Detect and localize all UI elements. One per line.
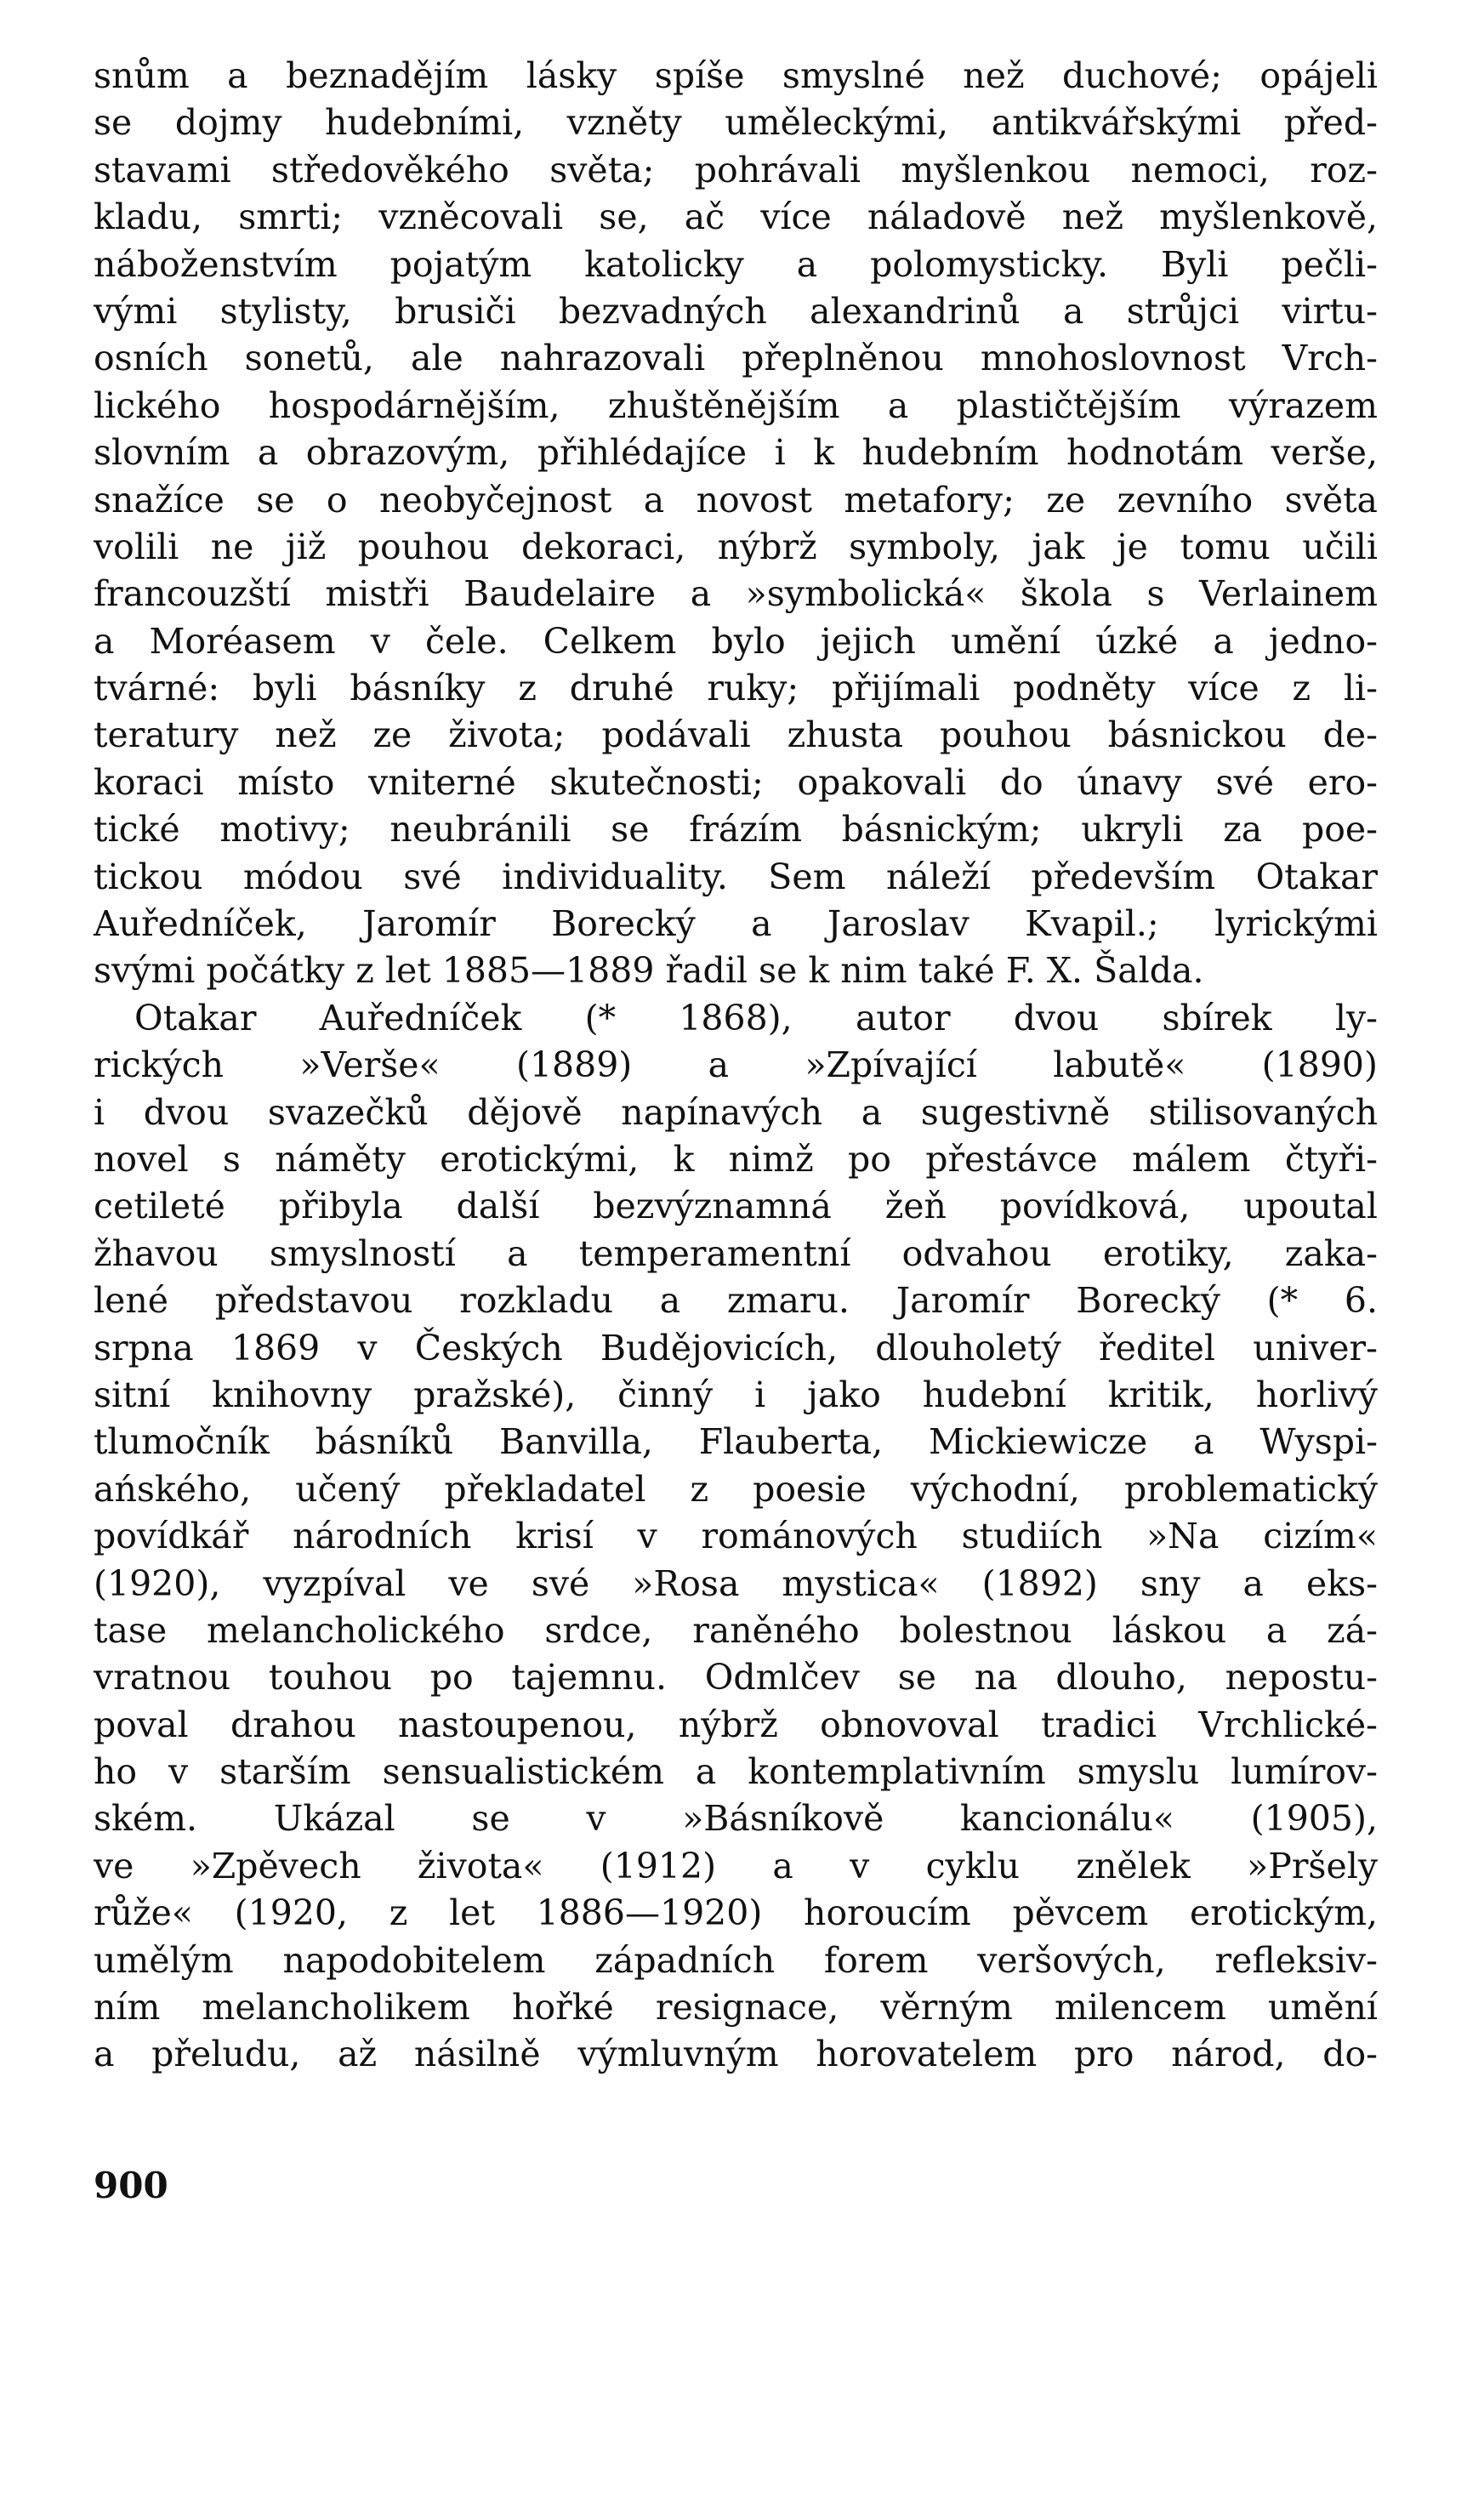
text-line: snům a beznadějím lásky spíše smyslné než duchové; opájeli: [94, 55, 1378, 96]
text-line: francouzští mistři Baudelaire a »symbolická« škola s Verlainem: [94, 573, 1378, 615]
text-line: tvárné: byli básníky z druhé ruky; přijímali podněty více z li-: [94, 668, 1378, 709]
text-line: ním melancholikem hořké resignace, věrným milencem umění: [94, 1987, 1378, 2029]
text-line: lického hospodárnějším, zhuštěnějším a plastičtějším výrazem: [94, 384, 1378, 426]
text-line: ském. Ukázal se v »Básníkově kancionálu« (1905),: [94, 1798, 1378, 1840]
text-line: (1920), vyzpíval ve své »Rosa mystica« (1892) sny a eks-: [94, 1562, 1378, 1604]
text-line: a Moréasem v čele. Celkem bylo jejich umění úzké a jedno-: [94, 620, 1378, 662]
text-line: ve »Zpěvech života« (1912) a v cyklu znělek »Pršely: [94, 1845, 1378, 1886]
text-line: tlumočník básníků Banvilla, Flauberta, Mickiewicze a Wyspi-: [94, 1421, 1378, 1463]
text-line: koraci místo vniterné skutečnosti; opakovali do únavy své ero-: [94, 761, 1378, 803]
text-line: a přeludu, až násilně výmluvným horovatelem pro národ, do-: [94, 2034, 1378, 2075]
text-line: novel s náměty erotickými, k nimž po přestávce málem čtyři-: [94, 1138, 1378, 1180]
text-line: náboženstvím pojatým katolicky a polomysticky. Byli pečli-: [94, 243, 1378, 285]
text-line: slovním a obrazovým, přihlédajíce i k hudebním hodnotám verše,: [94, 432, 1378, 474]
text-line: žhavou smyslností a temperamentní odvahou erotiky, zaka-: [94, 1232, 1378, 1274]
text-line: povídkář národních krisí v románových studiích »Na cizím«: [94, 1516, 1378, 1557]
text-line: cetileté přibyla další bezvýznamná žeň povídková, upoutal: [94, 1186, 1378, 1227]
text-line: rických »Verše« (1889) a »Zpívající labutě« (1890): [94, 1044, 1378, 1086]
text-line: sitní knihovny pražské), činný i jako hudební kritik, horlivý: [94, 1374, 1378, 1415]
text-line: stavami středověkého světa; pohrávali myšlenkou nemoci, roz-: [94, 149, 1378, 191]
text-line: umělým napodobitelem západních forem veršových, refleksiv-: [94, 1939, 1378, 1981]
text-line: volili ne již pouhou dekoraci, nýbrž symboly, jak je tomu učili: [94, 526, 1378, 567]
text-line: i dvou svazečků dějově napínavých a sugestivně stilisovaných: [94, 1091, 1378, 1133]
text-line: osních sonetů, ale nahrazovali přeplněnou mnohoslovnost Vrch-: [94, 338, 1378, 379]
page-number: 900: [94, 2165, 168, 2206]
text-line: vratnou touhou po tajemnu. Odmlčev se na dlouho, nepostu-: [94, 1657, 1378, 1698]
text-line: tase melancholického srdce, raněného bolestnou láskou a zá-: [94, 1609, 1378, 1651]
text-line: Auředníček, Jaromír Borecký a Jaroslav Kvapil.; lyrickými: [94, 903, 1378, 945]
text-line: srpna 1869 v Českých Budějovicích, dlouholetý ředitel univer-: [94, 1327, 1378, 1368]
body-text: [94, 53, 1378, 2079]
text-line: vými stylisty, brusiči bezvadných alexandrinů a strůjci virtu-: [94, 290, 1378, 332]
text-line: se dojmy hudebními, vzněty uměleckými, antikvářskými před-: [94, 102, 1378, 144]
text-line: kladu, smrti; vzněcovali se, ač více náladově než myšlenkově,: [94, 196, 1378, 238]
text-line: Otakar Auředníček (* 1868), autor dvou sbírek ly-: [134, 997, 1378, 1038]
text-line: ańského, učený překladatel z poesie východní, problematický: [94, 1468, 1378, 1510]
text-line: tické motivy; neubránili se frázím básnickým; ukryli za poe-: [94, 809, 1378, 851]
text-line: snažíce se o neobyčejnost a novost metafory; ze zevního světa: [94, 479, 1378, 521]
text-line: růže« (1920, z let 1886—1920) horoucím pěvcem erotickým,: [94, 1892, 1378, 1934]
text-line: ho v starším sensualistickém a kontemplativním smyslu lumírov-: [94, 1751, 1378, 1793]
text-line: tickou módou své individuality. Sem náleží především Otakar: [94, 856, 1378, 897]
text-line: svými počátky z let 1885—1889 řadil se k nim také F. X. Šalda.: [94, 950, 1204, 992]
text-line: poval drahou nastoupenou, nýbrž obnovoval tradici Vrchlické-: [94, 1704, 1378, 1745]
text-line: teratury než ze života; podávali zhusta pouhou básnickou de-: [94, 714, 1378, 756]
text-line: lené představou rozkladu a zmaru. Jaromír Borecký (* 6.: [94, 1280, 1378, 1322]
